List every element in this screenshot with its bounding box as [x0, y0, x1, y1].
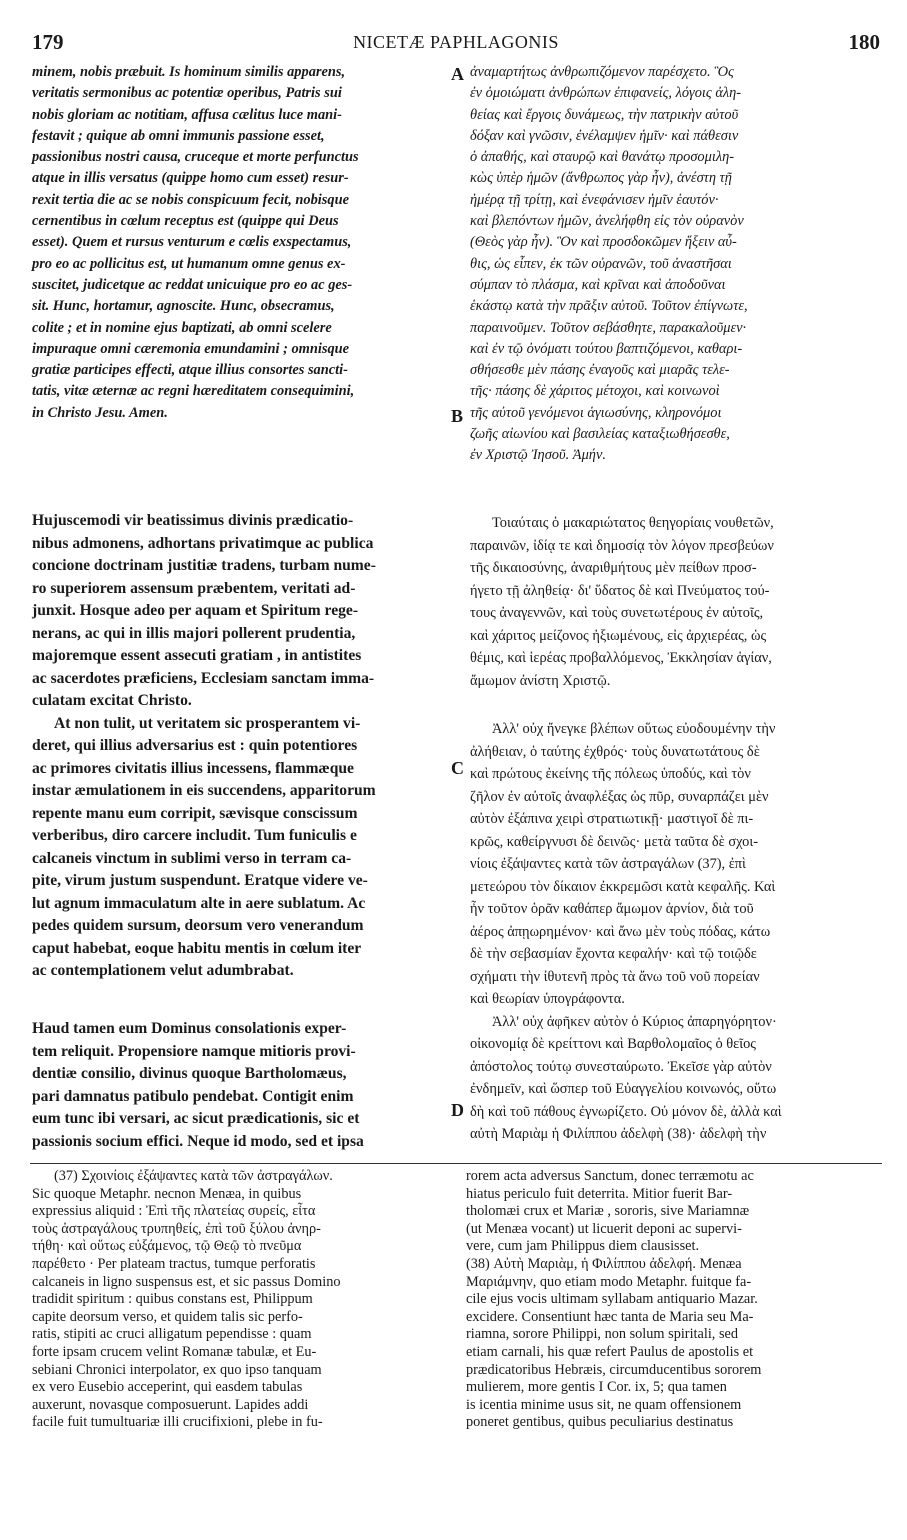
latin-column-top: [32, 62, 452, 462]
footnote: (37) Σχοινίοις ἐξάψαντες κατὰ τῶν ἀστραγάλων. Sic quoque Metaphr. necnon Menæa, in quibus expressius aliquid : Ἐπὶ τῆς πλατείας συρείς, εἶτα τοὺς ἀστραγάλους τρυπηθείς, ἐπὶ τοῦ ξύλου ἀνηρ- τήθη· καὶ οὕτως εὐξάμενος, τῷ Θεῷ τὸ πνεῦμα παρέθετο · Per plateam tractus, tumque perforatis calcaneis in ligno suspensus est, et sic passus Domino tradidit spiritum : quibus constans est, Philippum capite deorsum verso, et quidem talis sic perfo- ratis, stipiti ac cruci alligatum pependisse : quam forte ipsam crucem velint Romanæ tabulæ, et Eu- sebiani Chronici interpolator, ex quo ipso tanquam ex vero Eusebio acceperint, qui easdem tabulas auxerunt, novasque composuerunt. Lapides addi facile fuit tumultuariæ illi crucifixioni, plebe in fu-: [32, 1168, 341, 1431]
latin-paragraph: minem, nobis præbuit. Is hominum similis apparens, veritatis sermonibus ac potentiæ operibus, Patris sui nobis gloriam ac notitiam, affusa cælitus luce mani- festavit ; quique ab omni immunis passione esset, passionibus nostri causa, cruceque et morte perfunctus atque in illis versatus (quippe homo cum esset) resur- rexit tertia die ac se nobis conspicuum fecit, nobisque cernentibus in cœlum receptus est (quippe qui Deus esset). Quem et rursus venturum e cœlis exspectamus, pro eo ac pollicitus est, ut humanum omne genus ex- suscitet, judicetque ac reddat unicuique pro eo ac ges- sit. Hunc, hortamur, agnoscite. Hunc, obsecramus, colite ; et in nomine ejus baptizati, ab omni scelere impuraque omni cæremonia emundamini ; omnisque gratiæ participes effecti, atque illius consortes sancti- tatis, vitæ æternæ ac regni hæreditatem consequimini, in Christo Jesu. Amen.: [32, 64, 359, 421]
greek-paragraph: Ἀλλ' οὐχ ἀφῆκεν αὐτὸν ὁ Κύριος ἀπαρηγόρητον· οἰκονομίᾳ δὲ κρείττονι καὶ Βαρθολομαῖος ὁ θεῖος ἀπόστολος τούτῳ συνεσταύρωτο. Ἐκεῖσε γὰρ αὐτὸν ἐνδημεῖν, καὶ ὥσπερ τοῦ Εὐαγγελίου κοινωνός, οὕτω δὴ καὶ τοῦ πάθους ἐγνωρίζετο. Οὐ μόνον δὲ, ἀλλὰ καὶ αὐτὴ Μαριὰμ ἡ Φιλίππου ἀδελφὴ (38)· ἀδελφὴ τὴν: [470, 1013, 782, 1142]
greek-paragraph: Ἀλλ' οὐχ ἤνεγκε βλέπων οὕτως εὐοδουμένην τὴν ἀλήθειαν, ὁ ταύτης ἐχθρός· τοὺς δυνατωτάτους δὲ καὶ πρώτους ἐκείνης τῆς πόλεως ὑποδύς, καὶ τὸν ζῆλον ἐν αὐτοῖς ἀναφλέξας ὡς πῦρ, συναρπάζει μὲν αὐτὸν ἐξάπινα χειρὶ στρατιωτικῇ· μαστιγοῖ δὲ πι- κρῶς, καθείργνυσι δὲ δεινῶς· μετὰ ταῦτα δὲ σχοι- νίοις ἐξάψαντες κατὰ τῶν ἀστραγάλων (37), ἐπὶ μετεώρου τὸν δίκαιον ἐκκρεμῶσι κατὰ κεφαλῆς. Καὶ ἦν τοῦτον ὁρᾶν καθάπερ ἄμωμον ἀρνίον, διὰ τοῦ ἀέρος ἀπῃωρημένον· καὶ ἄνω μὲν τοὺς πόδας, κάτω δὲ τὴν σεβασμίαν ἔχοντα κεφαλήν· καὶ τῷ τοιῷδε σχήματι τὴν ἰθυτενῆ πρὸς τὰ ἄνω τοῦ νοῦ πορείαν καὶ θεωρίαν ὑπογράφοντα.: [470, 721, 776, 1007]
footnote-column-right: [466, 1168, 878, 1528]
page-number-right: 180: [848, 30, 880, 54]
greek-paragraph: ἀναμαρτήτως ἀνθρωπιζόμενον παρέσχετο. Ὃς ἐν ὁμοιώματι ἀνθρώπων ἐπιφανείς, λόγοις ἀλη- θείας καὶ ἔργοις δυνάμεως, τὴν πατρικὴν αὐτοῦ δόξαν καὶ γνῶσιν, ἐνέλαμψεν ἡμῖν· καὶ πάθεσιν ὁ ἀπαθής, καὶ σταυρῷ καὶ θανάτῳ προσομιλη- κὼς ὑπὲρ ἡμῶν (ἄνθρωπος γὰρ ἦν), ἀνέστη τῇ ἡμέρᾳ τῇ τρίτῃ, καὶ ἐνεφάνισεν ἡμῖν ἑαυτόν· καὶ βλεπόντων ἡμῶν, ἀνελήφθη εἰς τὸν οὐρανὸν (Θεὸς γὰρ ἦν). Ὃν καὶ προσδοκῶμεν ἥξειν αὖ- θις, ὡς εἶπεν, ἐκ τῶν οὐρανῶν, τοῦ ἀναστῆσαι σύμπαν τὸ πλάσμα, καὶ κρῖναι καὶ ἀποδοῦναι ἑκάστῳ κατὰ τὴν πρᾶξιν αὐτοῦ. Τοῦτον ἐπίγνωτε, παραινοῦμεν. Τοῦτον σεβάσθητε, παρακαλοῦμεν· καὶ ἐν τῷ ὀνόματι τούτου βαπτιζόμενοι, καθαρι- σθήσεσθε μὲν πάσης ἐναγοῦς καὶ μιαρᾶς τελε- τῆς· πάσης δὲ χάριτος μέτοχοι, καὶ κοινωνοὶ τῆς αὐτοῦ γενόμενοι ἁγιωσύνης, κληρονόμοι ζωῆς αἰωνίου καὶ βασιλείας καταξιωθήσεσθε, ἐν Χριστῷ Ἰησοῦ. Ἀμήν.: [470, 64, 748, 464]
greek-paragraph: Τοιαύταις ὁ μακαριώτατος θεηγορίαις νουθετῶν, παραινῶν, ἰδίᾳ τε καὶ δημοσίᾳ τὸν λόγον πρεσβεύων τῆς δικαιοσύνης, ἀναριθμήτους μὲν πείθων προσ- ήγετο τῇ ἀληθείᾳ· δι' ὕδατος δὲ καὶ Πνεύματος τού- τους ἀναγεννῶν, καὶ τοὺς συνετωτέρους ἐν αὐτοῖς, καὶ χάριτος μείζονος ἠξιωμένους, εἰς ἀρχιερέας, ὡς θέμις, καὶ ἱερέας προβαλλόμενος, Ἐκκλησίαν ἁγίαν, ἄμωμον ἀνίστη Χριστῷ.: [470, 515, 774, 689]
margin-marker-c: C: [451, 758, 464, 778]
latin-column-main: [32, 510, 445, 979]
running-title: NICETÆ PAPHLAGONIS: [353, 32, 559, 52]
greek-column-lower: [470, 718, 878, 1158]
greek-column-main: [470, 512, 878, 702]
footnote-column-left: [32, 1168, 447, 1528]
latin-paragraph: At non tulit, ut veritatem sic prosperantem vi- deret, qui illius adversarius est : quin potentiores ac primores civitatis illius incessens, flammæque instar æmulationem in eis succendens, apparitorum repente manu eum corripit, sævisque conscissum verberibus, diro carcere includit. Tum funiculis e calcaneis vinctum in sublimi verso in terram ca- pite, virum justum suspendunt. Eratque videre ve- lut agnum immaculatum alte in aere sublatum. Ac pedes quidem sursum, deorsum vero venerandum caput habebat, eoque habitu mentis in cœlum iter ac contemplationem velut adumbrabat.: [32, 714, 376, 979]
margin-marker-d: D: [451, 1100, 464, 1120]
footnote-divider: [30, 1163, 882, 1164]
latin-paragraph: Hujuscemodi vir beatissimus divinis prædicatio- nibus admonens, adhortans privatimque ac publica concione doctrinam justitiæ tradens, turbam nume- ro superiorem assensum præbentem, veritati ad- junxit. Hosque adeo per aquam et Spiritum rege- nerans, ac qui in illis majori pollerent prudentia, majoremque essent assecuti gratiam , in antistites ac sacerdotes præficiens, Ecclesiam sanctam imma- culatam excitat Christo.: [32, 512, 376, 709]
latin-paragraph: Haud tamen eum Dominus consolationis exper- tem reliquit. Propensiore namque mitioris provi- dentiæ consilio, divinus quoque Bartholomæus, pari damnatus patibulo pendebat. Contigit enim eum tunc ibi versari, ac sicut prædicationis, sic et passionis socium effici. Neque id modo, sed et ipsa: [32, 1020, 364, 1150]
greek-column-top: [470, 62, 878, 507]
footnote: rorem acta adversus Sanctum, donec terræmotu ac hiatus periculo fuit deterrita. Mitior fuerit Bar- tholomæi crux et Mariæ , sororis, sive Mariamnæ (ut Menæa vocant) ut licuerit deponi ac supervi- vere, cum jam Philippus diem clausisset. (38) Αὐτὴ Μαριὰμ, ἡ Φιλίππου ἀδελφή. Menæa Μαριάμνην, quo etiam modo Metaphr. fuitque fa- cile ejus vocis ultimam syllabam antiquario Mazar. excidere. Consentiunt hæc tanta de Maria seu Ma- riamna, sorore Philippi, non solum spiritali, sed etiam carnali, his quæ refert Paulus de apostolis et prædicatoribus Hebræis, circumducentibus sororem mulierem, more gentis I Cor. ix, 5; qua tamen is icentia minime usus sit, ne quam offensionem poneret gentibus, quibus peculiarius destinatus: [466, 1168, 762, 1431]
margin-marker-a: A: [451, 64, 464, 84]
page-number-left: 179: [32, 30, 64, 54]
latin-column-lower: [32, 1018, 445, 1158]
margin-marker-b: B: [451, 406, 464, 426]
page-header: [32, 30, 880, 56]
